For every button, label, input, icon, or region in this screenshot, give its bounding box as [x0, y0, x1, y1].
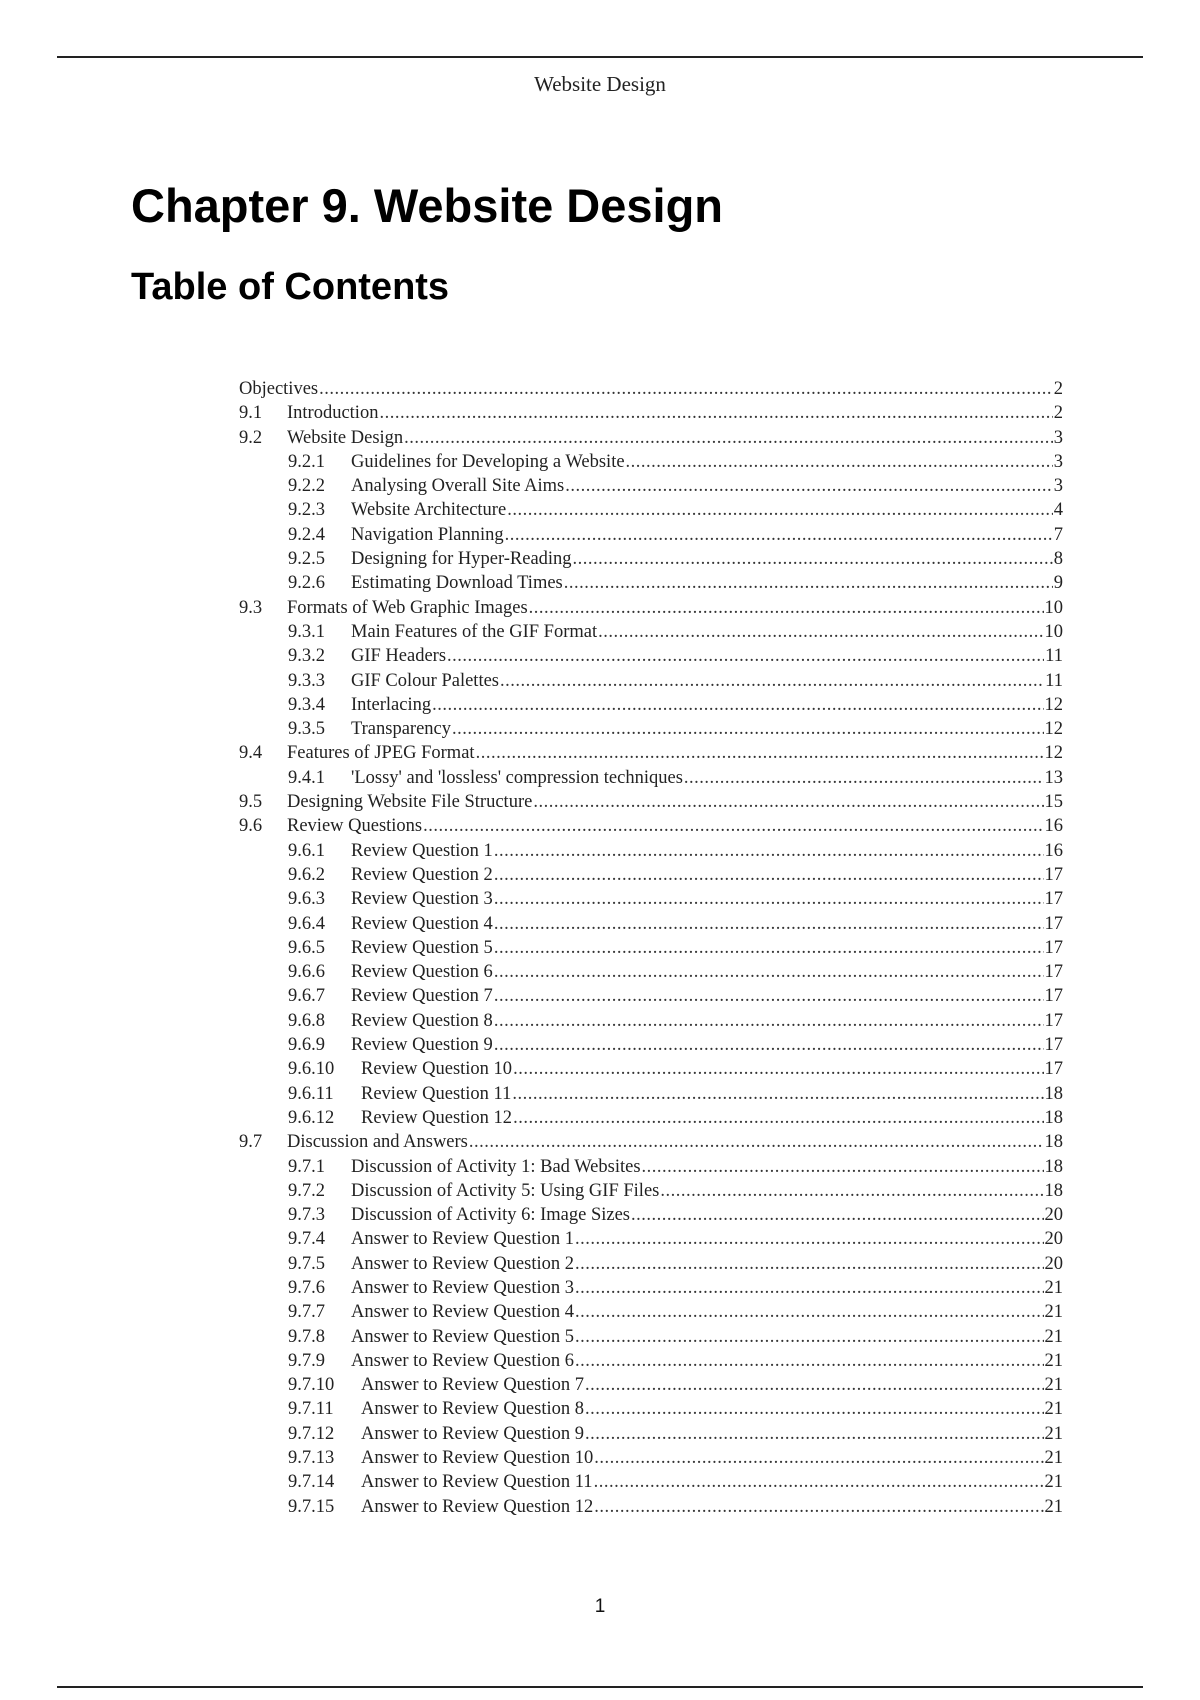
toc-entry-page: 3	[1053, 476, 1063, 497]
toc-dot-leader	[494, 936, 1044, 960]
toc-entry-title: Formats of Web Graphic Images	[287, 597, 528, 618]
toc-entry-title: Answer to Review Question 9	[361, 1423, 584, 1444]
toc-entry-number: 9.4	[239, 743, 263, 764]
toc-entry-page: 17	[1044, 1059, 1063, 1080]
toc-entry-title: Answer to Review Question 3	[351, 1277, 574, 1298]
toc-entry-page: 2	[1053, 379, 1063, 399]
toc-entry-number: 9.7.1	[288, 1156, 325, 1177]
toc-entry-number: 9.6.11	[288, 1083, 334, 1104]
toc-entry-page: 9	[1053, 573, 1063, 594]
toc-entry[interactable]	[239, 766, 1063, 790]
toc-entry-title: Website Architecture	[351, 500, 507, 521]
toc-entry-title: Answer to Review Question 2	[351, 1253, 574, 1274]
toc-dot-leader	[447, 644, 1044, 668]
toc-dot-leader	[507, 498, 1053, 522]
toc-entry[interactable]	[239, 1106, 1063, 1130]
toc-entry-page: 21	[1044, 1496, 1063, 1517]
toc-entry-page: 21	[1044, 1326, 1063, 1347]
toc-entry-number: 9.2.1	[288, 451, 325, 472]
toc-entry[interactable]	[239, 1057, 1063, 1081]
toc-entry-title: Review Question 1	[351, 840, 493, 861]
toc-dot-leader	[513, 1057, 1043, 1081]
toc-entry-page: 12	[1044, 743, 1063, 764]
footer-rule	[57, 1686, 1143, 1688]
toc-dot-leader	[494, 839, 1044, 863]
toc-entry-number: 9.3.5	[288, 719, 325, 740]
toc-entry[interactable]	[239, 1300, 1063, 1324]
toc-entry-title: Review Question 5	[351, 937, 493, 958]
toc-entry-page: 11	[1045, 646, 1063, 667]
toc-dot-leader	[575, 1300, 1044, 1324]
toc-entry-title: Review Question 6	[351, 962, 493, 983]
toc-entry[interactable]	[239, 814, 1063, 838]
toc-entry[interactable]	[239, 960, 1063, 984]
page-number: 1	[594, 1596, 606, 1617]
toc-entry-number: 9.7.15	[288, 1496, 335, 1517]
toc-entry-title: GIF Colour Palettes	[351, 670, 499, 691]
toc-dot-leader	[476, 741, 1044, 765]
toc-entry-page: 4	[1053, 500, 1063, 521]
toc-entry[interactable]	[239, 790, 1063, 814]
toc-entry-page: 7	[1053, 524, 1063, 545]
toc-entry-number: 9.5	[239, 792, 263, 813]
toc-entry-page: 15	[1044, 792, 1063, 813]
toc-dot-leader	[494, 1033, 1044, 1057]
toc-entry-number: 9.7.13	[288, 1448, 335, 1469]
toc-entry[interactable]	[239, 1082, 1063, 1106]
toc-entry-number: 9.6	[239, 816, 263, 837]
toc-entry[interactable]	[239, 1349, 1063, 1373]
toc-dot-leader	[500, 669, 1044, 693]
toc-dot-leader	[469, 1130, 1044, 1154]
toc-entry-title: Review Question 3	[351, 889, 493, 910]
toc-entry-number: 9.7.4	[288, 1229, 325, 1250]
toc-entry-page: 8	[1053, 549, 1063, 570]
toc-entry-page: 17	[1044, 986, 1063, 1007]
toc-entry[interactable]	[239, 498, 1063, 522]
header-rule	[57, 56, 1143, 58]
toc-entry-page: 18	[1044, 1156, 1063, 1177]
toc-entry-title: Review Question 9	[351, 1035, 493, 1056]
table-of-contents	[239, 377, 1063, 1519]
toc-entry-page: 18	[1044, 1132, 1063, 1153]
toc-entry-number: 9.3.3	[288, 670, 325, 691]
toc-entry[interactable]	[239, 1130, 1063, 1154]
toc-entry-title: Features of JPEG Format	[287, 743, 475, 764]
toc-dot-leader	[626, 450, 1053, 474]
toc-entry-title: Answer to Review Question 1	[351, 1229, 574, 1250]
toc-entry-number: 9.7.7	[288, 1302, 325, 1323]
toc-entry-page: 17	[1044, 1035, 1063, 1056]
toc-entry-title: Guidelines for Developing a Website	[351, 451, 625, 472]
toc-entry-title: Review Questions	[287, 816, 423, 837]
toc-entry-number: 9.1	[239, 403, 263, 424]
toc-dot-leader	[575, 1227, 1044, 1251]
toc-entry-number: 9.7.12	[288, 1423, 335, 1444]
toc-entry[interactable]	[239, 1276, 1063, 1300]
toc-entry-page: 17	[1044, 864, 1063, 885]
toc-entry[interactable]	[239, 984, 1063, 1008]
toc-entry[interactable]	[239, 1227, 1063, 1251]
toc-dot-leader	[575, 1276, 1044, 1300]
toc-dot-leader	[565, 474, 1053, 498]
toc-dot-leader	[594, 1495, 1043, 1519]
toc-entry[interactable]	[239, 669, 1063, 693]
toc-entry-title: Analysing Overall Site Aims	[351, 476, 565, 497]
toc-entry-number: 9.6.2	[288, 864, 325, 885]
toc-entry[interactable]	[239, 1203, 1063, 1227]
toc-entry[interactable]	[239, 887, 1063, 911]
toc-entry-page: 3	[1053, 451, 1063, 472]
toc-entry[interactable]	[239, 1325, 1063, 1349]
toc-entry-number: 9.7.9	[288, 1350, 325, 1371]
toc-dot-leader	[631, 1203, 1043, 1227]
toc-entry-title: Answer to Review Question 12	[361, 1496, 594, 1517]
toc-entry-number: 9.3	[239, 597, 263, 618]
toc-entry-title: Review Question 7	[351, 986, 493, 1007]
toc-dot-leader	[423, 814, 1043, 838]
toc-entry-number: 9.2.4	[288, 524, 325, 545]
toc-entry-number: 9.6.4	[288, 913, 325, 934]
toc-entry-title: Review Question 2	[351, 864, 493, 885]
toc-entry-title: Review Question 12	[361, 1107, 513, 1128]
toc-entry-title: Answer to Review Question 5	[351, 1326, 574, 1347]
toc-entry-number: 9.7.3	[288, 1205, 325, 1226]
toc-entry-number: 9.2	[239, 427, 263, 448]
toc-entry-title: Website Design	[287, 427, 404, 448]
toc-entry-number: 9.6.7	[288, 986, 325, 1007]
toc-dot-leader	[573, 547, 1053, 571]
toc-entry-title: Answer to Review Question 10	[361, 1448, 594, 1469]
toc-entry-title: Review Question 11	[361, 1083, 512, 1104]
toc-entry-page: 12	[1044, 694, 1063, 715]
toc-entry-page: 21	[1044, 1277, 1063, 1298]
toc-entry-title: GIF Headers	[351, 646, 447, 667]
toc-entry-title: Discussion and Answers	[287, 1132, 468, 1153]
toc-dot-leader	[505, 523, 1053, 547]
toc-entry-title: Answer to Review Question 8	[361, 1399, 584, 1420]
running-header: Website Design	[534, 72, 666, 96]
toc-entry[interactable]	[239, 1446, 1063, 1470]
toc-entry-number: 9.7.11	[288, 1399, 334, 1420]
toc-entry[interactable]	[239, 1373, 1063, 1397]
toc-entry-page: 3	[1053, 427, 1063, 448]
toc-dot-leader	[564, 571, 1053, 595]
toc-entry[interactable]	[239, 1422, 1063, 1446]
toc-dot-leader	[319, 377, 1053, 401]
toc-entry-page: 21	[1044, 1350, 1063, 1371]
toc-entry-number: 9.2.3	[288, 500, 325, 521]
toc-entry-title: Answer to Review Question 4	[351, 1302, 574, 1323]
toc-heading: Table of Contents	[131, 266, 450, 308]
toc-entry-number: 9.2.2	[288, 476, 325, 497]
toc-dot-leader	[594, 1470, 1044, 1494]
toc-entry[interactable]	[239, 620, 1063, 644]
toc-entry-title: Objectives	[239, 379, 319, 399]
toc-dot-leader	[494, 887, 1044, 911]
toc-entry-number: 9.7.10	[288, 1375, 335, 1396]
toc-entry[interactable]	[239, 741, 1063, 765]
toc-dot-leader	[684, 766, 1044, 790]
toc-entry-page: 21	[1044, 1399, 1063, 1420]
toc-entry[interactable]	[239, 523, 1063, 547]
toc-dot-leader	[432, 693, 1043, 717]
toc-entry-title: Navigation Planning	[351, 524, 504, 545]
toc-entry-title: Designing Website File Structure	[287, 792, 533, 813]
toc-entry-title: Discussion of Activity 6: Image Sizes	[351, 1205, 631, 1226]
toc-entry[interactable]	[239, 1495, 1063, 1519]
toc-entry-number: 9.6.3	[288, 889, 325, 910]
toc-entry[interactable]	[239, 474, 1063, 498]
toc-entry-number: 9.4.1	[288, 767, 325, 788]
toc-entry[interactable]	[239, 863, 1063, 887]
toc-entry[interactable]	[239, 693, 1063, 717]
toc-entry-page: 11	[1045, 670, 1063, 691]
toc-entry-title: Transparency	[351, 719, 452, 740]
toc-entry[interactable]	[239, 401, 1063, 425]
toc-entry-page: 20	[1044, 1253, 1063, 1274]
toc-dot-leader	[494, 960, 1044, 984]
toc-entry-title: Introduction	[287, 403, 379, 424]
toc-dot-leader	[494, 1009, 1044, 1033]
toc-entry-page: 21	[1044, 1423, 1063, 1444]
toc-entry-title: Review Question 8	[351, 1010, 493, 1031]
toc-entry-page: 16	[1044, 816, 1063, 837]
toc-dot-leader	[585, 1422, 1044, 1446]
toc-dot-leader	[598, 620, 1043, 644]
toc-entry-number: 9.3.1	[288, 621, 325, 642]
toc-dot-leader	[452, 717, 1043, 741]
toc-entry-page: 17	[1044, 889, 1063, 910]
toc-entry-number: 9.7.5	[288, 1253, 325, 1274]
toc-entry-number: 9.6.5	[288, 937, 325, 958]
toc-entry-page: 21	[1044, 1448, 1063, 1469]
toc-entry-number: 9.6.9	[288, 1035, 325, 1056]
toc-dot-leader	[494, 984, 1044, 1008]
toc-entry-title: Main Features of the GIF Format	[351, 621, 598, 642]
toc-entry-number: 9.7.2	[288, 1180, 325, 1201]
toc-entry[interactable]	[239, 936, 1063, 960]
toc-dot-leader	[660, 1179, 1043, 1203]
toc-entry-page: 18	[1044, 1083, 1063, 1104]
toc-entry-page: 17	[1044, 937, 1063, 958]
toc-entry[interactable]	[239, 912, 1063, 936]
toc-entry-page: 17	[1044, 1010, 1063, 1031]
toc-dot-leader	[513, 1106, 1043, 1130]
toc-entry[interactable]	[239, 596, 1063, 620]
toc-dot-leader	[575, 1252, 1044, 1276]
toc-entry[interactable]	[239, 1179, 1063, 1203]
toc-dot-leader	[533, 790, 1043, 814]
toc-entry-page: 18	[1044, 1107, 1063, 1128]
toc-entry[interactable]	[239, 1470, 1063, 1494]
toc-entry-number: 9.3.2	[288, 646, 325, 667]
toc-entry-page: 21	[1044, 1302, 1063, 1323]
toc-entry[interactable]	[239, 1155, 1063, 1179]
toc-entry[interactable]	[239, 571, 1063, 595]
toc-entry-number: 9.7.8	[288, 1326, 325, 1347]
toc-dot-leader	[585, 1373, 1044, 1397]
toc-entry[interactable]	[239, 547, 1063, 571]
toc-dot-leader	[575, 1325, 1044, 1349]
toc-dot-leader	[575, 1349, 1044, 1373]
toc-entry-number: 9.2.5	[288, 549, 325, 570]
toc-dot-leader	[404, 426, 1053, 450]
toc-dot-leader	[642, 1155, 1044, 1179]
toc-entry[interactable]	[239, 1397, 1063, 1421]
toc-dot-leader	[529, 596, 1044, 620]
toc-dot-leader	[585, 1397, 1044, 1421]
toc-entry[interactable]	[239, 426, 1063, 450]
toc-entry-title: Discussion of Activity 1: Bad Websites	[351, 1156, 641, 1177]
toc-entry-number: 9.6.6	[288, 962, 325, 983]
toc-entry-number: 9.7.14	[288, 1472, 335, 1493]
toc-entry-page: 20	[1044, 1205, 1063, 1226]
toc-entry-page: 21	[1044, 1375, 1063, 1396]
toc-entry-number: 9.3.4	[288, 694, 325, 715]
toc-entry-title: Interlacing	[351, 694, 432, 715]
toc-dot-leader	[494, 863, 1044, 887]
toc-entry-title: Answer to Review Question 7	[361, 1375, 584, 1396]
toc-entry[interactable]	[239, 450, 1063, 474]
toc-entry-number: 9.6.12	[288, 1107, 335, 1128]
toc-entry-page: 17	[1044, 962, 1063, 983]
toc-entry-page: 16	[1044, 840, 1063, 861]
toc-entry-number: 9.6.8	[288, 1010, 325, 1031]
toc-entry-page: 21	[1044, 1472, 1063, 1493]
toc-entry-title: Review Question 10	[361, 1059, 513, 1080]
toc-entry[interactable]	[239, 644, 1063, 668]
toc-entry-page: 2	[1053, 403, 1063, 424]
toc-entry-title: Designing for Hyper-Reading	[351, 549, 572, 570]
toc-entry-page: 13	[1044, 767, 1063, 788]
toc-entry-number: 9.7.6	[288, 1277, 325, 1298]
toc-entry-title: Answer to Review Question 11	[361, 1472, 593, 1493]
toc-entry[interactable]	[239, 1009, 1063, 1033]
toc-dot-leader	[494, 912, 1044, 936]
toc-entry-page: 10	[1044, 621, 1063, 642]
toc-entry-page: 12	[1044, 719, 1063, 740]
toc-entry[interactable]	[239, 717, 1063, 741]
toc-entry-page: 17	[1044, 913, 1063, 934]
toc-entry-title: Answer to Review Question 6	[351, 1350, 574, 1371]
toc-entry-number: 9.2.6	[288, 573, 325, 594]
toc-dot-leader	[379, 401, 1052, 425]
toc-dot-leader	[512, 1082, 1043, 1106]
toc-entry[interactable]	[239, 1033, 1063, 1057]
chapter-title: Chapter 9. Website Design	[131, 179, 723, 232]
toc-entry[interactable]	[239, 839, 1063, 863]
toc-entry[interactable]	[239, 1252, 1063, 1276]
toc-entry-page: 10	[1044, 597, 1063, 618]
toc-entry-page: 20	[1044, 1229, 1063, 1250]
toc-entry-title: Review Question 4	[351, 913, 493, 934]
toc-dot-leader	[594, 1446, 1043, 1470]
toc-entry[interactable]	[239, 377, 1063, 401]
toc-entry-page: 18	[1044, 1180, 1063, 1201]
toc-entry-number: 9.6.1	[288, 840, 325, 861]
toc-entry-title: Discussion of Activity 5: Using GIF Files	[351, 1180, 660, 1201]
toc-entry-title: 'Lossy' and 'lossless' compression techniques	[351, 767, 683, 788]
toc-entry-number: 9.6.10	[288, 1059, 335, 1080]
toc-entry-number: 9.7	[239, 1132, 263, 1153]
toc-entry-title: Estimating Download Times	[351, 573, 563, 594]
